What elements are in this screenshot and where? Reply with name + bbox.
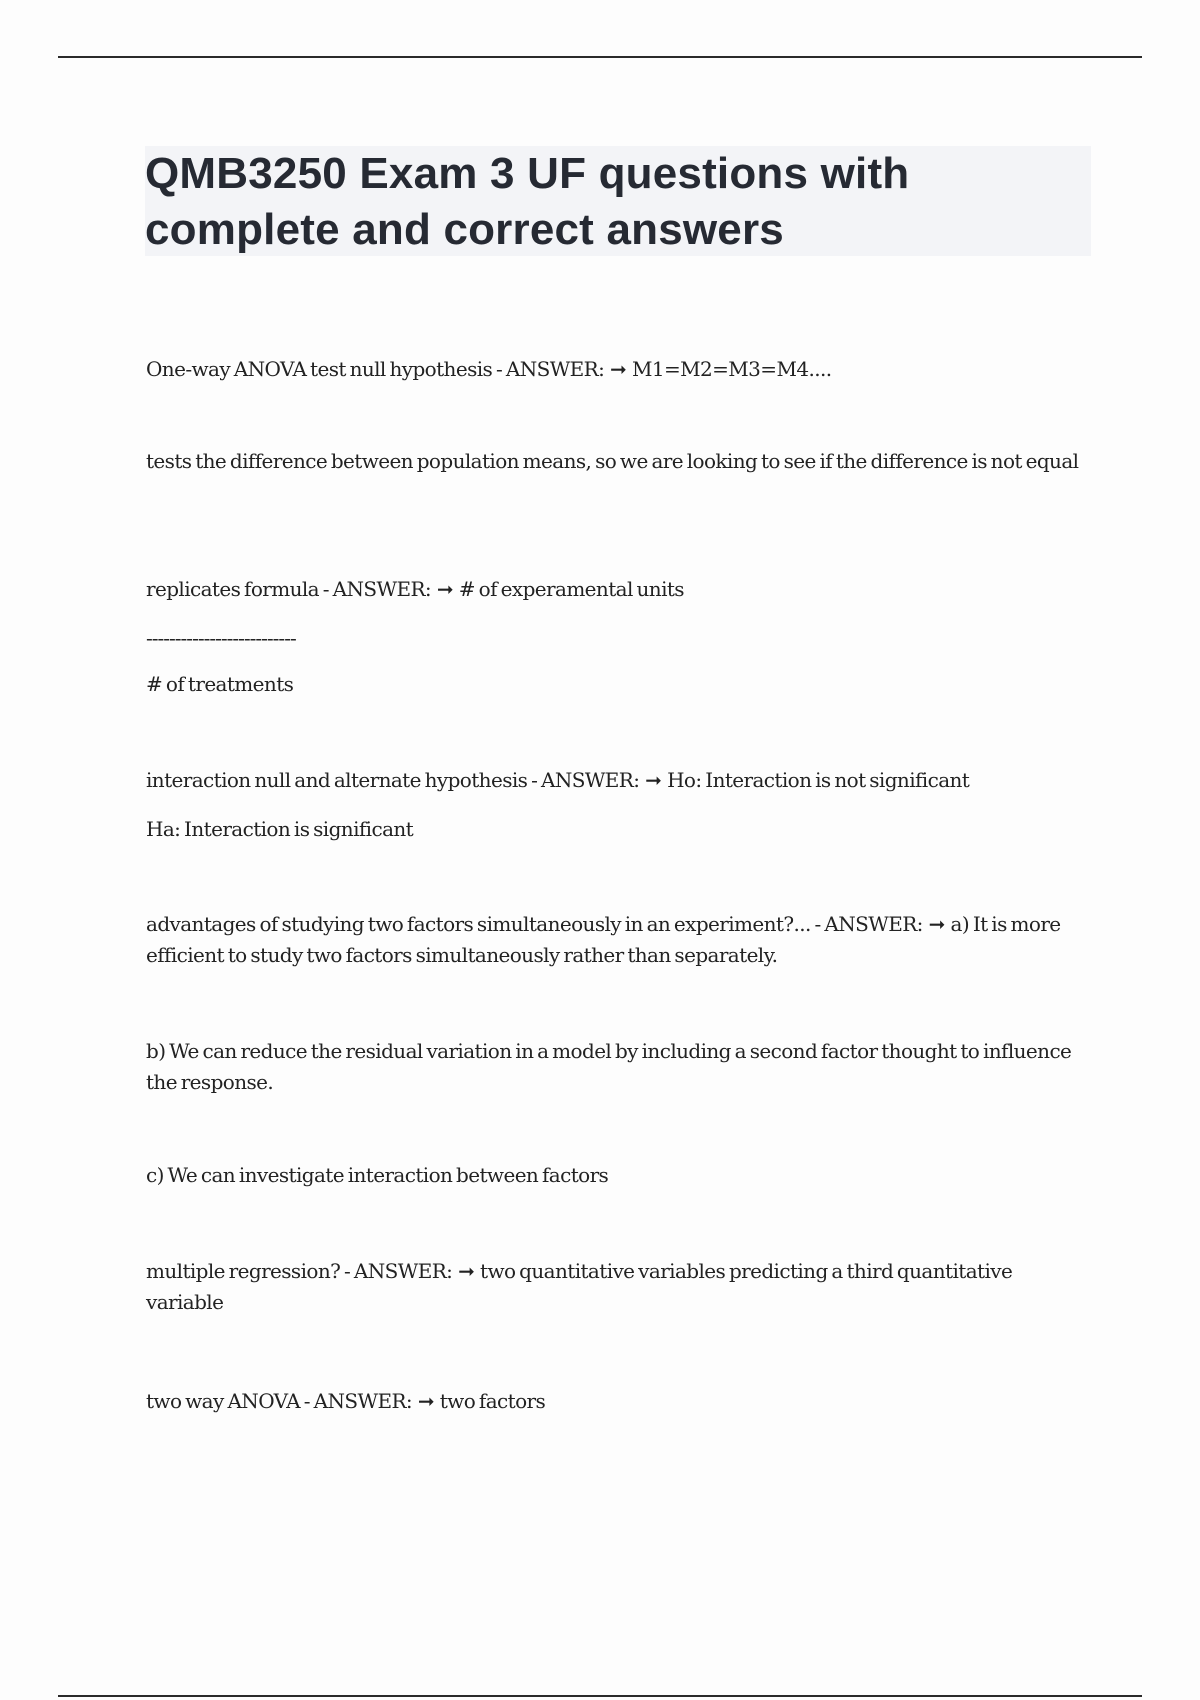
answer-continuation: c) We can investigate interaction between factors	[146, 1163, 609, 1187]
arrow-icon: ➞	[610, 357, 627, 381]
answer-continuation: Ha: Interaction is significant	[146, 817, 414, 841]
qa-entry	[146, 574, 1086, 605]
answer-text: # of experamental units	[458, 577, 684, 601]
title-box	[145, 146, 1091, 256]
top-rule	[58, 56, 1142, 58]
qa-entry	[146, 1256, 1086, 1318]
fraction-bar: --------------------------	[146, 626, 296, 650]
arrow-icon: ➞	[436, 577, 453, 601]
answer-continuation: b) We can reduce the residual variation in a model by including a second factor thought to influence the response.	[146, 1039, 1072, 1094]
answer-text: a) It is more efficient to study two factors simultaneously rather than separately.	[146, 912, 1061, 967]
answer-continuation: tests the difference between population means, so we are looking to see if the difference is not equal	[146, 449, 1079, 473]
answer-text: two quantitative variables predicting a third quantitative variable	[146, 1259, 1013, 1314]
document-title: QMB3250 Exam 3 UF questions with complete and correct answers	[145, 149, 910, 254]
answer-text: M1=M2=M3=M4....	[631, 357, 832, 381]
qa-entry	[146, 354, 1086, 385]
question-text: One-way ANOVA test null hypothesis - ANSWER:	[146, 357, 605, 381]
arrow-icon: ➞	[417, 1389, 434, 1413]
question-text: replicates formula - ANSWER:	[146, 577, 432, 601]
arrow-icon: ➞	[645, 768, 662, 792]
arrow-icon: ➞	[458, 1259, 475, 1283]
answer-text: two factors	[439, 1389, 546, 1413]
qa-entry	[146, 765, 1086, 796]
qa-entry	[146, 1386, 1086, 1417]
question-text: advantages of studying two factors simultaneously in an experiment?... - ANSWER:	[146, 912, 923, 936]
question-text: two way ANOVA - ANSWER:	[146, 1389, 413, 1413]
arrow-icon: ➞	[928, 912, 945, 936]
qa-entry	[146, 909, 1086, 971]
answer-text: Ho: Interaction is not significant	[667, 768, 970, 792]
bottom-rule	[58, 1695, 1142, 1697]
answer-continuation: # of treatments	[146, 672, 294, 696]
question-text: interaction null and alternate hypothesis - ANSWER:	[146, 768, 640, 792]
question-text: multiple regression? - ANSWER:	[146, 1259, 453, 1283]
